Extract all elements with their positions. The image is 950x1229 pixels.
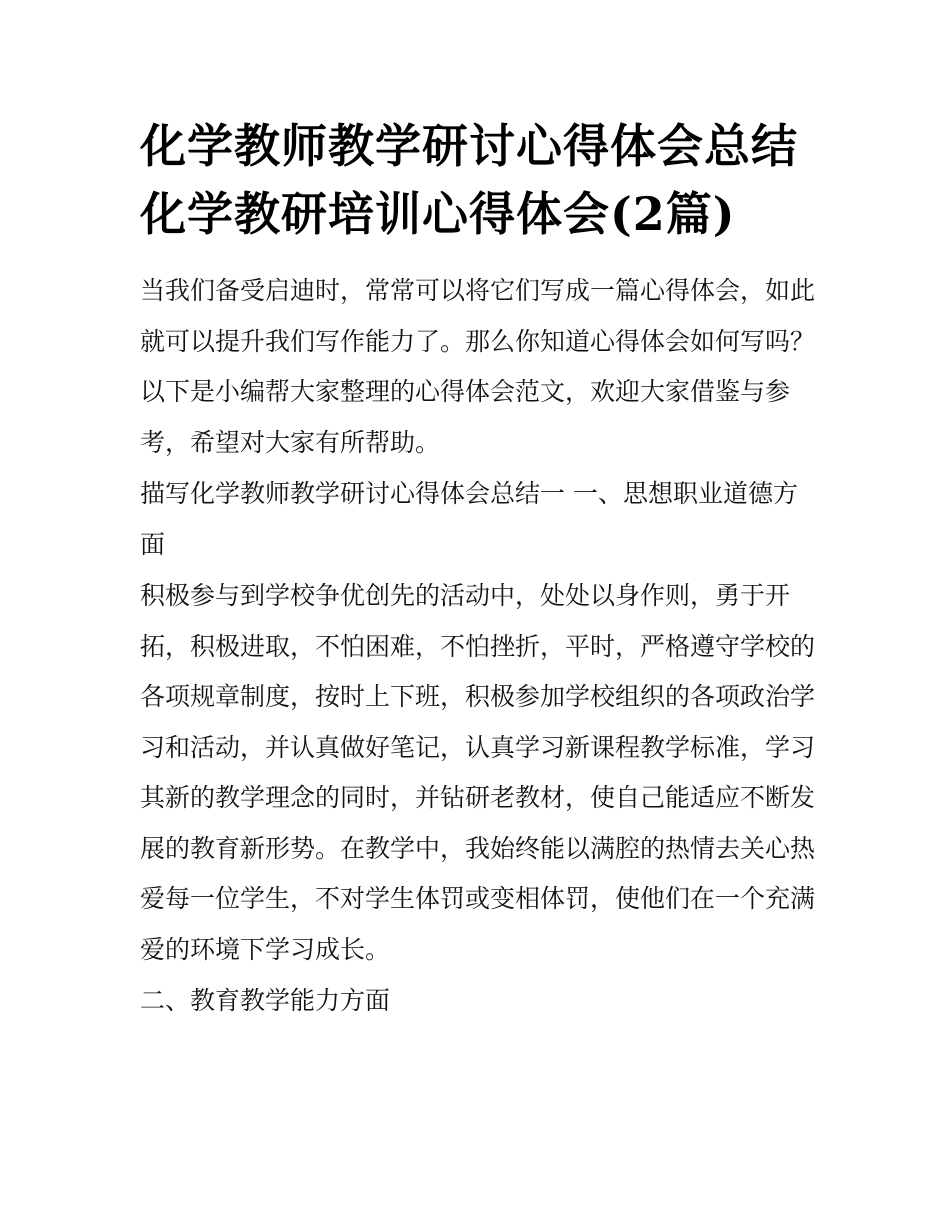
body-paragraph: 积极参与到学校争优创先的活动中，处处以身作则，勇于开拓，积极进取，不怕困难，不怕挫折，平时，严格遵守学校的各项规章制度，按时上下班，积极参加学校组织的各项政治学习和活动，并认真做好笔记，认真学习新课程教学标准，学习其新的教学理念的同时，并钻研老教材，使自己能适应不断发展的教育新形势。在教学中，我始终能以满腔的热情去关心热爱每一位学生，不对学生体罚或变相体罚，使他们在一个充满爱的环境下学习成长。 [140, 581, 816, 964]
document-title: 化学教师教学研讨心得体会总结 化学教研培训心得体会(2篇) [140, 119, 798, 241]
intro-paragraph: 当我们备受启迪时，常常可以将它们写成一篇心得体会，如此就可以提升我们写作能力了。那么你知道心得体会如何写吗？以下是小编帮大家整理的心得体会范文，欢迎大家借鉴与参考，希望对大家有所帮助。 [140, 276, 816, 457]
section-heading-2: 二、教育教学能力方面 [140, 986, 391, 1015]
document-page [140, 112, 820, 1027]
section-heading-1: 描写化学教师教学研讨心得体会总结一 一、思想职业道德方面 [140, 479, 798, 559]
